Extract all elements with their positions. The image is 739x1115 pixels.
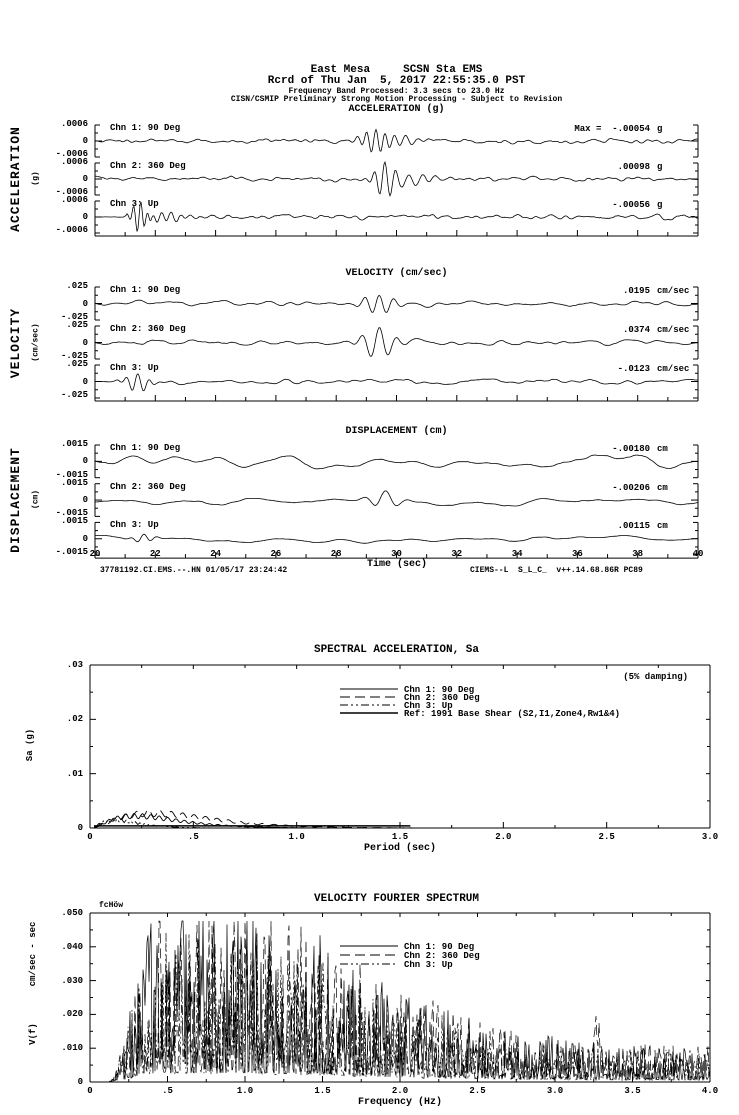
sa-xtick-5: 2.5 <box>598 832 615 842</box>
station-title: East Mesa SCSN Sta EMS <box>310 64 483 76</box>
time-xtick-28: 28 <box>330 549 342 559</box>
fourier-ytick-3: .020 <box>61 1009 83 1020</box>
acceleration-channel-0-unit: g <box>657 124 663 134</box>
fourier-corner-label: fcHöw <box>99 901 124 910</box>
displacement-ytick-zero-0: 0 <box>82 456 88 467</box>
max-value: -.00054 <box>612 124 650 134</box>
displacement-ytick-top-1: .0015 <box>60 477 88 488</box>
acceleration-ytick-bottom-2: -.0006 <box>55 225 88 235</box>
sa-ytick-0: .03 <box>66 660 83 670</box>
displacement-ytick-bottom-0: -.0015 <box>55 469 88 480</box>
displacement-channel-2-label: Chn 3: Up <box>110 520 159 531</box>
displacement-ytick-top-2: .0015 <box>60 516 88 527</box>
displacement-channel-0-label: Chn 1: 90 Deg <box>110 443 181 453</box>
velocity-ytick-top-1: .025 <box>66 320 88 330</box>
time-xtick-26: 26 <box>270 549 282 559</box>
sa-xtick-4: 2.0 <box>495 832 512 842</box>
acceleration-ytick-top-2: .0006 <box>60 195 88 205</box>
fourier-x-axis-label: Frequency (Hz) <box>357 1097 442 1108</box>
displacement-ytick-top-0: .0015 <box>60 439 88 449</box>
fourier-legend-0: Chn 1: 90 Deg <box>404 942 475 952</box>
displacement-channel-2-unit: cm <box>657 521 668 532</box>
acceleration-ytick-zero-2: 0 <box>82 212 88 222</box>
acceleration-side-unit: (g) <box>31 171 41 186</box>
velocity-ytick-zero-0: 0 <box>82 298 88 309</box>
fourier-ytick-2: .030 <box>61 975 83 986</box>
velocity-side-unit: (cm/sec) <box>31 322 41 362</box>
sa-xtick-3: 1.5 <box>391 832 409 842</box>
sa-xtick-1: .5 <box>187 832 199 842</box>
sa-ytick-3: 0 <box>77 823 83 833</box>
acceleration-channel-1-max <box>420 162 650 172</box>
acceleration-ytick-zero-0: 0 <box>82 136 88 146</box>
acceleration-channel-2-label: Chn 3: Up <box>110 199 159 209</box>
displacement-side-unit: (cm) <box>31 489 41 510</box>
max-value: -.00056 <box>612 200 650 210</box>
max-value: -.0123 <box>617 364 650 374</box>
displacement-channel-1-max <box>420 483 650 493</box>
acceleration-channel-0-label: Chn 1: 90 Deg <box>110 123 181 133</box>
fourier-xtick-2: 1.0 <box>236 1086 254 1096</box>
processing-code-footer: CIEMS--L S_L_C_ v++.14.68.86R PC89 <box>470 566 643 575</box>
velocity-channel-2-max <box>420 364 650 374</box>
displacement-ytick-bottom-1: -.0015 <box>55 508 88 519</box>
acceleration-channel-2-max <box>420 200 650 210</box>
fourier-xtick-8: 4.0 <box>701 1086 719 1096</box>
max-prefix: Max = <box>574 124 613 134</box>
sa-legend-0: Chn 1: 90 Deg <box>404 685 475 695</box>
velocity-ytick-top-2: .025 <box>66 359 88 369</box>
sa-x-axis-label: Period (sec) <box>363 843 436 854</box>
displacement-title: DISPLACEMENT (cm) <box>345 426 448 437</box>
acceleration-ytick-bottom-0: -.0006 <box>55 149 88 159</box>
fourier-legend-1: Chn 2: 360 Deg <box>404 951 480 961</box>
frequency-band-note: Frequency Band Processed: 3.3 secs to 23.0 Hz <box>288 87 505 96</box>
velocity-channel-1-max <box>420 325 650 335</box>
time-xtick-32: 32 <box>451 549 463 559</box>
velocity-channel-1-unit: cm/sec <box>657 325 690 335</box>
sa-xtick-6: 3.0 <box>701 832 719 842</box>
processing-disclaimer: CISN/CSMIP Preliminary Strong Motion Processing - Subject to Revision <box>230 95 563 104</box>
sa-title: SPECTRAL ACCELERATION, Sa <box>313 644 480 656</box>
sa-xtick-2: 1.0 <box>288 832 305 842</box>
sa-y-axis-label: Sa (g) <box>25 728 35 762</box>
max-value: .0374 <box>622 325 650 335</box>
velocity-ytick-zero-2: 0 <box>82 376 88 387</box>
velocity-ytick-zero-1: 0 <box>82 337 88 348</box>
sa-ytick-2: .01 <box>66 768 83 779</box>
displacement-ytick-zero-1: 0 <box>82 495 88 506</box>
velocity-channel-0-max <box>420 286 650 296</box>
velocity-channel-2-unit: cm/sec <box>657 364 690 374</box>
fourier-title: VELOCITY FOURIER SPECTRUM <box>313 893 480 905</box>
displacement-channel-2-max <box>420 521 650 531</box>
displacement-channel-0-max <box>420 444 650 454</box>
fourier-xtick-5: 2.5 <box>469 1086 486 1096</box>
velocity-channel-2-label: Chn 3: Up <box>110 363 159 373</box>
velocity-ytick-top-0: .025 <box>66 281 88 291</box>
velocity-channel-0-unit: cm/sec <box>657 286 690 296</box>
velocity-ytick-bottom-1: -.025 <box>60 351 88 361</box>
displacement-ytick-zero-2: 0 <box>82 533 88 544</box>
displacement-side-label: DISPLACEMENT <box>8 447 23 553</box>
max-value: .0195 <box>622 286 650 296</box>
fourier-legend-2: Chn 3: Up <box>404 960 453 970</box>
acceleration-ytick-zero-1: 0 <box>82 174 88 184</box>
time-xtick-20: 20 <box>89 549 101 559</box>
sa-legend-3: Ref: 1991 Base Shear (S2,I1,Zone4,Rw1&4) <box>404 709 621 719</box>
max-value: -.00206 <box>612 482 650 493</box>
record-timestamp: Rcrd of Thu Jan 5, 2017 22:55:35.0 PST <box>267 75 526 87</box>
acceleration-ytick-top-1: .0006 <box>60 157 88 167</box>
fourier-ytick-4: .010 <box>61 1043 83 1054</box>
fourier-ytick-1: .040 <box>61 941 83 952</box>
displacement-channel-1-label: Chn 2: 360 Deg <box>110 481 186 492</box>
time-xtick-30: 30 <box>391 549 402 559</box>
acceleration-channel-0-max <box>420 124 650 134</box>
sa-legend-1: Chn 2: 360 Deg <box>404 693 480 703</box>
sa-xtick-0: 0 <box>87 832 93 842</box>
record-id-footer: 37781192.CI.EMS.--.HN 01/05/17 23:24:42 <box>100 566 288 575</box>
fourier-ytick-0: .050 <box>61 908 83 918</box>
fourier-y-axis-label: V(f) <box>28 1023 38 1045</box>
max-value: .00115 <box>617 521 650 532</box>
fourier-xtick-4: 2.0 <box>391 1086 409 1096</box>
acceleration-title: ACCELERATION (g) <box>348 104 445 115</box>
time-xtick-38: 38 <box>632 549 644 559</box>
time-xtick-24: 24 <box>210 549 221 559</box>
acceleration-ytick-top-0: .0006 <box>60 119 88 129</box>
displacement-channel-0-unit: cm <box>657 444 668 454</box>
acceleration-channel-1-label: Chn 2: 360 Deg <box>110 161 186 171</box>
acceleration-ytick-bottom-1: -.0006 <box>55 187 88 197</box>
acceleration-channel-2-unit: g <box>657 200 663 210</box>
velocity-ytick-bottom-0: -.025 <box>60 312 88 322</box>
fourier-xtick-0: 0 <box>87 1086 93 1096</box>
time-xtick-34: 34 <box>511 549 523 559</box>
time-xtick-22: 22 <box>149 549 161 559</box>
sa-ytick-1: .02 <box>66 714 83 725</box>
velocity-side-label: VELOCITY <box>8 307 23 378</box>
fourier-ytick-5: 0 <box>77 1077 83 1087</box>
fourier-xtick-6: 3.0 <box>546 1086 564 1096</box>
velocity-ytick-bottom-2: -.025 <box>60 390 88 400</box>
max-value: .00098 <box>617 162 650 172</box>
fourier-xtick-3: 1.5 <box>314 1086 331 1096</box>
acceleration-channel-1-unit: g <box>657 162 663 172</box>
displacement-channel-1-unit: cm <box>657 482 668 493</box>
velocity-channel-1-label: Chn 2: 360 Deg <box>110 324 186 334</box>
max-value: -.00180 <box>612 444 650 454</box>
velocity-channel-0-label: Chn 1: 90 Deg <box>110 285 181 295</box>
velocity-title: VELOCITY (cm/sec) <box>345 268 448 279</box>
fourier-xtick-1: .5 <box>162 1086 173 1096</box>
fourier-y-axis-unit: cm/sec - sec <box>28 921 38 987</box>
time-xtick-40: 40 <box>692 549 704 559</box>
displacement-ytick-bottom-2: -.0015 <box>55 547 88 558</box>
acceleration-side-label: ACCELERATION <box>8 126 23 232</box>
fourier-xtick-7: 3.5 <box>624 1086 641 1096</box>
sa-legend-2: Chn 3: Up <box>404 701 453 711</box>
time-axis-label: Time (sec) <box>366 559 427 570</box>
sa-damping-note: (5% damping) <box>623 672 688 682</box>
time-xtick-36: 36 <box>571 549 583 559</box>
